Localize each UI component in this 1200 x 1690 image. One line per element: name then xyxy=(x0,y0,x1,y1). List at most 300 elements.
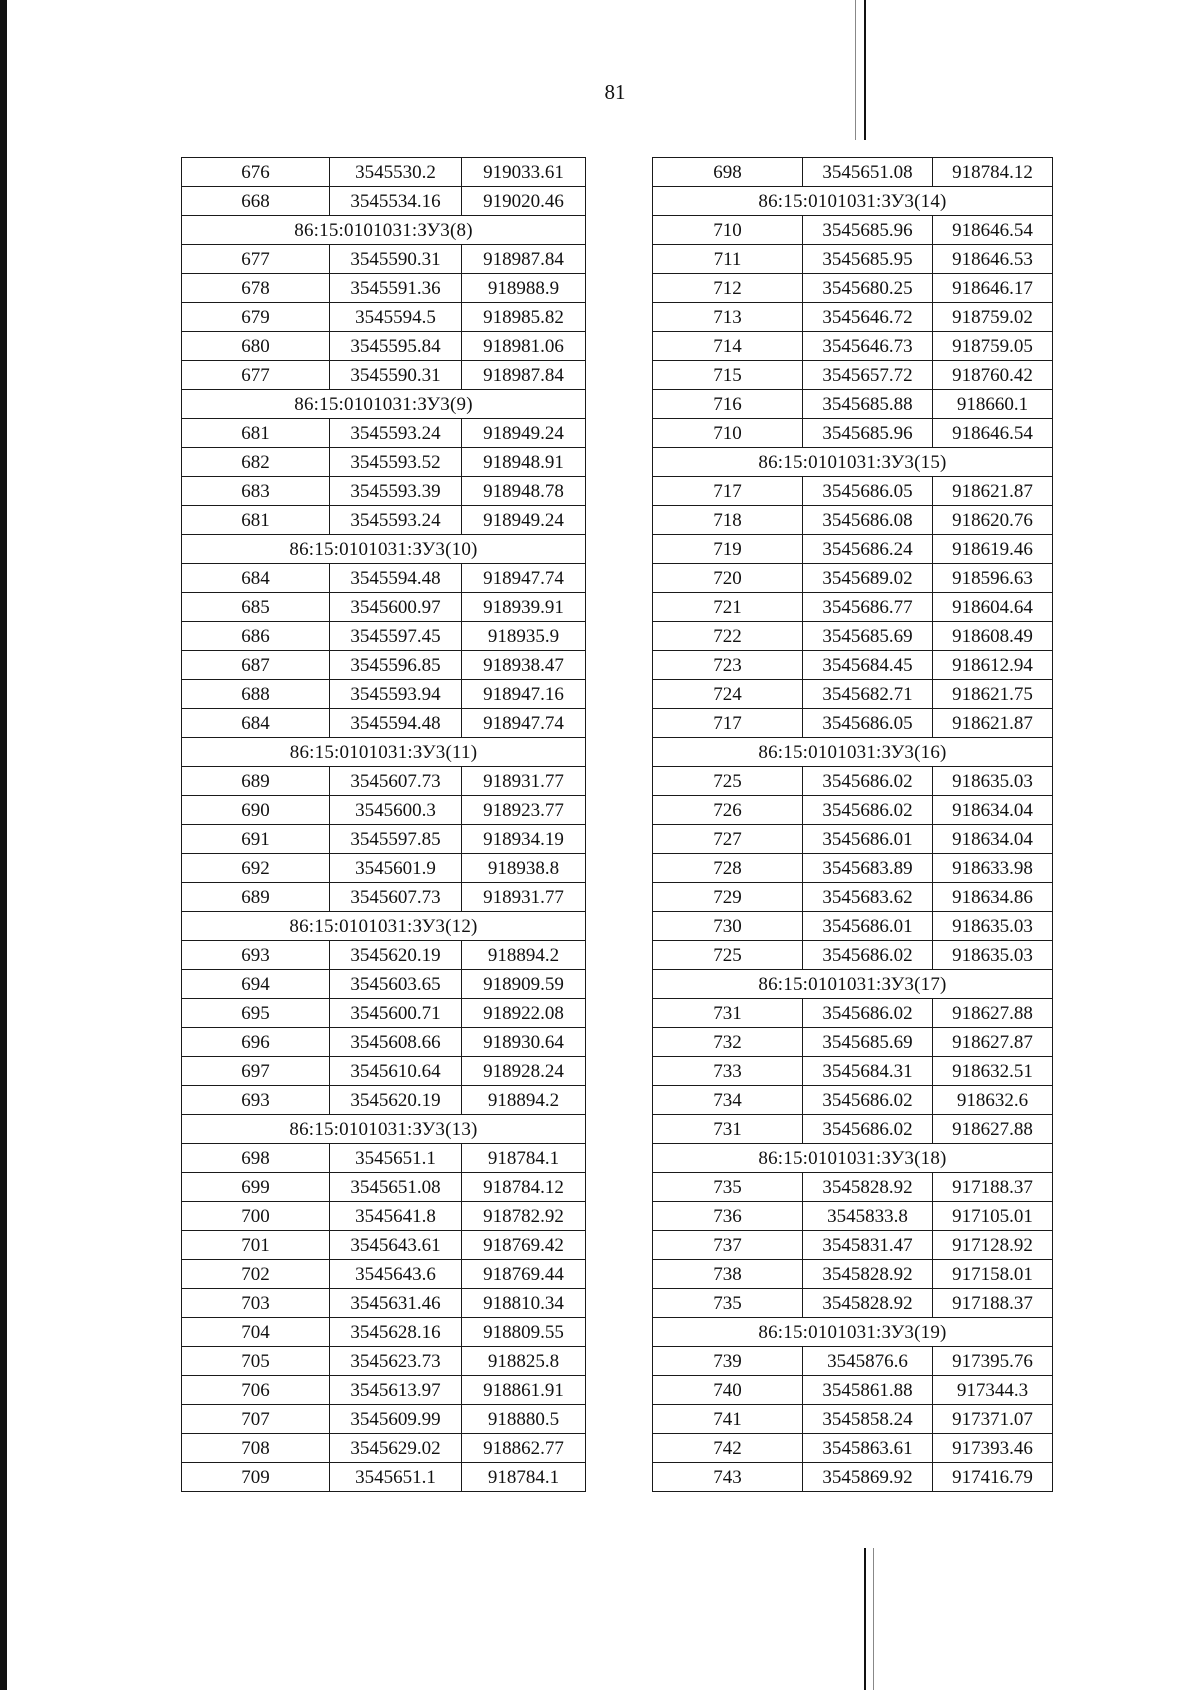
x-coordinate-cell: 3545593.94 xyxy=(330,680,462,709)
point-number-cell: 699 xyxy=(182,1173,330,1202)
table-row xyxy=(653,361,1053,390)
y-coordinate-cell: 918759.02 xyxy=(933,303,1053,332)
x-coordinate-cell: 3545684.45 xyxy=(803,651,933,680)
x-coordinate-cell: 3545686.24 xyxy=(803,535,933,564)
x-coordinate-cell: 3545685.95 xyxy=(803,245,933,274)
table-row xyxy=(182,1405,586,1434)
x-coordinate-cell: 3545609.99 xyxy=(330,1405,462,1434)
y-coordinate-cell: 918934.19 xyxy=(462,825,586,854)
point-number-cell: 737 xyxy=(653,1231,803,1260)
y-coordinate-cell: 918784.12 xyxy=(462,1173,586,1202)
point-number-cell: 702 xyxy=(182,1260,330,1289)
table-row xyxy=(182,1173,586,1202)
point-number-cell: 730 xyxy=(653,912,803,941)
y-coordinate-cell: 918930.64 xyxy=(462,1028,586,1057)
x-coordinate-cell: 3545686.02 xyxy=(803,796,933,825)
section-row xyxy=(653,1318,1053,1347)
x-coordinate-cell: 3545686.08 xyxy=(803,506,933,535)
y-coordinate-cell: 918923.77 xyxy=(462,796,586,825)
table-row xyxy=(653,1086,1053,1115)
y-coordinate-cell: 918985.82 xyxy=(462,303,586,332)
table-row xyxy=(182,274,586,303)
section-row xyxy=(182,738,586,767)
table-row xyxy=(182,564,586,593)
y-coordinate-cell: 918861.91 xyxy=(462,1376,586,1405)
x-coordinate-cell: 3545620.19 xyxy=(330,941,462,970)
y-coordinate-cell: 918810.34 xyxy=(462,1289,586,1318)
x-coordinate-cell: 3545686.05 xyxy=(803,709,933,738)
y-coordinate-cell: 918782.92 xyxy=(462,1202,586,1231)
y-coordinate-cell: 918784.12 xyxy=(933,158,1053,187)
x-coordinate-cell: 3545643.6 xyxy=(330,1260,462,1289)
y-coordinate-cell: 918619.46 xyxy=(933,535,1053,564)
point-number-cell: 677 xyxy=(182,245,330,274)
table-row xyxy=(653,506,1053,535)
y-coordinate-cell: 917188.37 xyxy=(933,1289,1053,1318)
x-coordinate-cell: 3545686.05 xyxy=(803,477,933,506)
table-row xyxy=(182,709,586,738)
y-coordinate-cell: 918987.84 xyxy=(462,361,586,390)
table-row xyxy=(653,854,1053,883)
table-row xyxy=(182,158,586,187)
x-coordinate-cell: 3545680.25 xyxy=(803,274,933,303)
scan-left-edge xyxy=(0,0,7,1690)
x-coordinate-cell: 3545534.16 xyxy=(330,187,462,216)
table-row xyxy=(653,419,1053,448)
y-coordinate-cell: 918935.9 xyxy=(462,622,586,651)
scan-fold-line-bottom xyxy=(864,1548,866,1690)
point-number-cell: 711 xyxy=(653,245,803,274)
point-number-cell: 676 xyxy=(182,158,330,187)
table-row xyxy=(653,332,1053,361)
point-number-cell: 698 xyxy=(182,1144,330,1173)
table-row xyxy=(182,1318,586,1347)
point-number-cell: 686 xyxy=(182,622,330,651)
x-coordinate-cell: 3545863.61 xyxy=(803,1434,933,1463)
table-row xyxy=(653,1028,1053,1057)
cadastral-number-label: 86:15:0101031:ЗУ3(9) xyxy=(182,390,586,419)
table-row xyxy=(182,419,586,448)
point-number-cell: 693 xyxy=(182,1086,330,1115)
y-coordinate-cell: 917344.3 xyxy=(933,1376,1053,1405)
x-coordinate-cell: 3545593.39 xyxy=(330,477,462,506)
y-coordinate-cell: 918621.87 xyxy=(933,709,1053,738)
x-coordinate-cell: 3545686.01 xyxy=(803,825,933,854)
y-coordinate-cell: 917128.92 xyxy=(933,1231,1053,1260)
point-number-cell: 689 xyxy=(182,767,330,796)
x-coordinate-cell: 3545593.24 xyxy=(330,419,462,448)
scan-fold-line-top-inner xyxy=(855,0,856,140)
x-coordinate-cell: 3545590.31 xyxy=(330,245,462,274)
table-row xyxy=(182,1086,586,1115)
x-coordinate-cell: 3545828.92 xyxy=(803,1173,933,1202)
x-coordinate-cell: 3545651.1 xyxy=(330,1463,462,1492)
point-number-cell: 694 xyxy=(182,970,330,999)
point-number-cell: 740 xyxy=(653,1376,803,1405)
y-coordinate-cell: 918809.55 xyxy=(462,1318,586,1347)
y-coordinate-cell: 918621.75 xyxy=(933,680,1053,709)
y-coordinate-cell: 918646.54 xyxy=(933,216,1053,245)
x-coordinate-cell: 3545876.6 xyxy=(803,1347,933,1376)
y-coordinate-cell: 918894.2 xyxy=(462,941,586,970)
x-coordinate-cell: 3545858.24 xyxy=(803,1405,933,1434)
x-coordinate-cell: 3545685.69 xyxy=(803,1028,933,1057)
x-coordinate-cell: 3545657.72 xyxy=(803,361,933,390)
y-coordinate-cell: 918988.9 xyxy=(462,274,586,303)
cadastral-number-label: 86:15:0101031:ЗУ3(16) xyxy=(653,738,1053,767)
x-coordinate-cell: 3545601.9 xyxy=(330,854,462,883)
point-number-cell: 729 xyxy=(653,883,803,912)
y-coordinate-cell: 918769.44 xyxy=(462,1260,586,1289)
point-number-cell: 682 xyxy=(182,448,330,477)
table-row xyxy=(182,245,586,274)
cadastral-number-label: 86:15:0101031:ЗУ3(10) xyxy=(182,535,586,564)
x-coordinate-cell: 3545686.02 xyxy=(803,999,933,1028)
y-coordinate-cell: 917393.46 xyxy=(933,1434,1053,1463)
table-row xyxy=(653,1434,1053,1463)
table-row xyxy=(653,622,1053,651)
table-row xyxy=(182,1231,586,1260)
table-row xyxy=(653,680,1053,709)
table-row xyxy=(653,216,1053,245)
table-row xyxy=(653,245,1053,274)
x-coordinate-cell: 3545651.08 xyxy=(803,158,933,187)
table-row xyxy=(182,1376,586,1405)
table-row xyxy=(182,1202,586,1231)
x-coordinate-cell: 3545686.02 xyxy=(803,1086,933,1115)
x-coordinate-cell: 3545686.77 xyxy=(803,593,933,622)
x-coordinate-cell: 3545631.46 xyxy=(330,1289,462,1318)
y-coordinate-cell: 918949.24 xyxy=(462,419,586,448)
table-row xyxy=(182,1463,586,1492)
x-coordinate-cell: 3545597.85 xyxy=(330,825,462,854)
x-coordinate-cell: 3545861.88 xyxy=(803,1376,933,1405)
x-coordinate-cell: 3545608.66 xyxy=(330,1028,462,1057)
x-coordinate-cell: 3545600.97 xyxy=(330,593,462,622)
table-row xyxy=(653,999,1053,1028)
y-coordinate-cell: 918909.59 xyxy=(462,970,586,999)
table-row xyxy=(182,477,586,506)
x-coordinate-cell: 3545646.73 xyxy=(803,332,933,361)
table-row xyxy=(653,1173,1053,1202)
table-row xyxy=(182,1028,586,1057)
y-coordinate-cell: 918987.84 xyxy=(462,245,586,274)
table-row xyxy=(653,651,1053,680)
point-number-cell: 714 xyxy=(653,332,803,361)
table-row xyxy=(182,448,586,477)
point-number-cell: 708 xyxy=(182,1434,330,1463)
y-coordinate-cell: 918620.76 xyxy=(933,506,1053,535)
table-row xyxy=(653,1376,1053,1405)
x-coordinate-cell: 3545651.08 xyxy=(330,1173,462,1202)
y-coordinate-cell: 917416.79 xyxy=(933,1463,1053,1492)
x-coordinate-cell: 3545623.73 xyxy=(330,1347,462,1376)
y-coordinate-cell: 918825.8 xyxy=(462,1347,586,1376)
x-coordinate-cell: 3545682.71 xyxy=(803,680,933,709)
table-row xyxy=(182,1260,586,1289)
scan-fold-line-bottom-inner xyxy=(873,1548,874,1690)
table-row xyxy=(182,651,586,680)
x-coordinate-cell: 3545613.97 xyxy=(330,1376,462,1405)
point-number-cell: 677 xyxy=(182,361,330,390)
x-coordinate-cell: 3545620.19 xyxy=(330,1086,462,1115)
cadastral-number-label: 86:15:0101031:ЗУ3(19) xyxy=(653,1318,1053,1347)
x-coordinate-cell: 3545629.02 xyxy=(330,1434,462,1463)
point-number-cell: 679 xyxy=(182,303,330,332)
table-row xyxy=(182,332,586,361)
x-coordinate-cell: 3545594.48 xyxy=(330,709,462,738)
point-number-cell: 705 xyxy=(182,1347,330,1376)
table-row xyxy=(653,767,1053,796)
section-row xyxy=(653,970,1053,999)
table-row xyxy=(653,941,1053,970)
section-row xyxy=(182,216,586,245)
table-row xyxy=(182,883,586,912)
y-coordinate-cell: 918634.86 xyxy=(933,883,1053,912)
table-row xyxy=(182,303,586,332)
point-number-cell: 707 xyxy=(182,1405,330,1434)
x-coordinate-cell: 3545869.92 xyxy=(803,1463,933,1492)
point-number-cell: 681 xyxy=(182,506,330,535)
point-number-cell: 688 xyxy=(182,680,330,709)
y-coordinate-cell: 919020.46 xyxy=(462,187,586,216)
y-coordinate-cell: 918784.1 xyxy=(462,1144,586,1173)
x-coordinate-cell: 3545607.73 xyxy=(330,767,462,796)
table-row xyxy=(182,593,586,622)
point-number-cell: 728 xyxy=(653,854,803,883)
table-row xyxy=(653,303,1053,332)
x-coordinate-cell: 3545603.65 xyxy=(330,970,462,999)
y-coordinate-cell: 918947.16 xyxy=(462,680,586,709)
point-number-cell: 683 xyxy=(182,477,330,506)
cadastral-number-label: 86:15:0101031:ЗУ3(12) xyxy=(182,912,586,941)
point-number-cell: 731 xyxy=(653,1115,803,1144)
point-number-cell: 697 xyxy=(182,1057,330,1086)
coordinates-table-right xyxy=(652,157,1053,1492)
y-coordinate-cell: 918931.77 xyxy=(462,883,586,912)
x-coordinate-cell: 3545594.48 xyxy=(330,564,462,593)
point-number-cell: 710 xyxy=(653,216,803,245)
x-coordinate-cell: 3545646.72 xyxy=(803,303,933,332)
x-coordinate-cell: 3545684.31 xyxy=(803,1057,933,1086)
point-number-cell: 703 xyxy=(182,1289,330,1318)
y-coordinate-cell: 918928.24 xyxy=(462,1057,586,1086)
point-number-cell: 724 xyxy=(653,680,803,709)
point-number-cell: 706 xyxy=(182,1376,330,1405)
x-coordinate-cell: 3545530.2 xyxy=(330,158,462,187)
y-coordinate-cell: 918948.91 xyxy=(462,448,586,477)
y-coordinate-cell: 918880.5 xyxy=(462,1405,586,1434)
point-number-cell: 726 xyxy=(653,796,803,825)
cadastral-number-label: 86:15:0101031:ЗУ3(13) xyxy=(182,1115,586,1144)
x-coordinate-cell: 3545607.73 xyxy=(330,883,462,912)
cadastral-number-label: 86:15:0101031:ЗУ3(14) xyxy=(653,187,1053,216)
point-number-cell: 693 xyxy=(182,941,330,970)
section-row xyxy=(653,1144,1053,1173)
table-row xyxy=(182,796,586,825)
x-coordinate-cell: 3545597.45 xyxy=(330,622,462,651)
x-coordinate-cell: 3545595.84 xyxy=(330,332,462,361)
table-row xyxy=(182,1289,586,1318)
y-coordinate-cell: 918633.98 xyxy=(933,854,1053,883)
cadastral-number-label: 86:15:0101031:ЗУ3(17) xyxy=(653,970,1053,999)
y-coordinate-cell: 918634.04 xyxy=(933,825,1053,854)
x-coordinate-cell: 3545828.92 xyxy=(803,1289,933,1318)
y-coordinate-cell: 918948.78 xyxy=(462,477,586,506)
point-number-cell: 704 xyxy=(182,1318,330,1347)
table-row xyxy=(653,883,1053,912)
cadastral-number-label: 86:15:0101031:ЗУ3(8) xyxy=(182,216,586,245)
table-row xyxy=(653,535,1053,564)
y-coordinate-cell: 918938.8 xyxy=(462,854,586,883)
y-coordinate-cell: 917395.76 xyxy=(933,1347,1053,1376)
point-number-cell: 713 xyxy=(653,303,803,332)
table-row xyxy=(182,854,586,883)
table-row xyxy=(653,1057,1053,1086)
point-number-cell: 733 xyxy=(653,1057,803,1086)
table-row xyxy=(653,796,1053,825)
point-number-cell: 680 xyxy=(182,332,330,361)
y-coordinate-cell: 918621.87 xyxy=(933,477,1053,506)
x-coordinate-cell: 3545610.64 xyxy=(330,1057,462,1086)
table-row xyxy=(182,767,586,796)
table-row xyxy=(182,999,586,1028)
y-coordinate-cell: 918632.51 xyxy=(933,1057,1053,1086)
table-row xyxy=(653,1115,1053,1144)
point-number-cell: 738 xyxy=(653,1260,803,1289)
section-row xyxy=(182,390,586,419)
x-coordinate-cell: 3545590.31 xyxy=(330,361,462,390)
x-coordinate-cell: 3545683.62 xyxy=(803,883,933,912)
point-number-cell: 725 xyxy=(653,767,803,796)
x-coordinate-cell: 3545600.71 xyxy=(330,999,462,1028)
table-row xyxy=(182,1057,586,1086)
table-row xyxy=(182,1144,586,1173)
y-coordinate-cell: 918627.88 xyxy=(933,1115,1053,1144)
point-number-cell: 718 xyxy=(653,506,803,535)
point-number-cell: 692 xyxy=(182,854,330,883)
section-row xyxy=(182,912,586,941)
point-number-cell: 685 xyxy=(182,593,330,622)
y-coordinate-cell: 918612.94 xyxy=(933,651,1053,680)
point-number-cell: 684 xyxy=(182,709,330,738)
table-row xyxy=(182,680,586,709)
table-row xyxy=(182,941,586,970)
point-number-cell: 695 xyxy=(182,999,330,1028)
point-number-cell: 736 xyxy=(653,1202,803,1231)
table-row xyxy=(653,1289,1053,1318)
table-row xyxy=(653,1405,1053,1434)
y-coordinate-cell: 918627.87 xyxy=(933,1028,1053,1057)
y-coordinate-cell: 917188.37 xyxy=(933,1173,1053,1202)
table-row xyxy=(653,564,1053,593)
y-coordinate-cell: 918862.77 xyxy=(462,1434,586,1463)
x-coordinate-cell: 3545628.16 xyxy=(330,1318,462,1347)
table-row xyxy=(653,912,1053,941)
x-coordinate-cell: 3545686.01 xyxy=(803,912,933,941)
cadastral-number-label: 86:15:0101031:ЗУ3(18) xyxy=(653,1144,1053,1173)
point-number-cell: 731 xyxy=(653,999,803,1028)
point-number-cell: 723 xyxy=(653,651,803,680)
point-number-cell: 700 xyxy=(182,1202,330,1231)
y-coordinate-cell: 917158.01 xyxy=(933,1260,1053,1289)
point-number-cell: 725 xyxy=(653,941,803,970)
point-number-cell: 719 xyxy=(653,535,803,564)
y-coordinate-cell: 918660.1 xyxy=(933,390,1053,419)
y-coordinate-cell: 918784.1 xyxy=(462,1463,586,1492)
point-number-cell: 698 xyxy=(653,158,803,187)
table-row xyxy=(653,1260,1053,1289)
x-coordinate-cell: 3545833.8 xyxy=(803,1202,933,1231)
x-coordinate-cell: 3545686.02 xyxy=(803,767,933,796)
point-number-cell: 715 xyxy=(653,361,803,390)
table-row xyxy=(653,1202,1053,1231)
y-coordinate-cell: 918635.03 xyxy=(933,912,1053,941)
point-number-cell: 732 xyxy=(653,1028,803,1057)
y-coordinate-cell: 918596.63 xyxy=(933,564,1053,593)
table-row xyxy=(653,158,1053,187)
table-row xyxy=(182,506,586,535)
point-number-cell: 696 xyxy=(182,1028,330,1057)
table-row xyxy=(653,1347,1053,1376)
table-row xyxy=(182,1347,586,1376)
point-number-cell: 722 xyxy=(653,622,803,651)
x-coordinate-cell: 3545641.8 xyxy=(330,1202,462,1231)
section-row xyxy=(653,738,1053,767)
y-coordinate-cell: 918947.74 xyxy=(462,709,586,738)
section-row xyxy=(653,448,1053,477)
y-coordinate-cell: 918947.74 xyxy=(462,564,586,593)
point-number-cell: 701 xyxy=(182,1231,330,1260)
y-coordinate-cell: 918938.47 xyxy=(462,651,586,680)
y-coordinate-cell: 918922.08 xyxy=(462,999,586,1028)
y-coordinate-cell: 918646.53 xyxy=(933,245,1053,274)
page-number: 81 xyxy=(604,80,626,104)
point-number-cell: 717 xyxy=(653,709,803,738)
point-number-cell: 689 xyxy=(182,883,330,912)
table-row xyxy=(653,274,1053,303)
section-row xyxy=(182,1115,586,1144)
cadastral-number-label: 86:15:0101031:ЗУ3(11) xyxy=(182,738,586,767)
point-number-cell: 727 xyxy=(653,825,803,854)
point-number-cell: 716 xyxy=(653,390,803,419)
table-row xyxy=(182,1434,586,1463)
x-coordinate-cell: 3545683.89 xyxy=(803,854,933,883)
table-row xyxy=(182,361,586,390)
x-coordinate-cell: 3545596.85 xyxy=(330,651,462,680)
point-number-cell: 668 xyxy=(182,187,330,216)
table-row xyxy=(653,477,1053,506)
point-number-cell: 743 xyxy=(653,1463,803,1492)
point-number-cell: 712 xyxy=(653,274,803,303)
coordinates-table-left xyxy=(181,157,586,1492)
scan-fold-line-top xyxy=(864,0,866,140)
y-coordinate-cell: 918646.54 xyxy=(933,419,1053,448)
section-row xyxy=(653,187,1053,216)
point-number-cell: 690 xyxy=(182,796,330,825)
point-number-cell: 721 xyxy=(653,593,803,622)
y-coordinate-cell: 918894.2 xyxy=(462,1086,586,1115)
point-number-cell: 684 xyxy=(182,564,330,593)
y-coordinate-cell: 918981.06 xyxy=(462,332,586,361)
x-coordinate-cell: 3545831.47 xyxy=(803,1231,933,1260)
table-row xyxy=(653,390,1053,419)
point-number-cell: 710 xyxy=(653,419,803,448)
x-coordinate-cell: 3545593.52 xyxy=(330,448,462,477)
y-coordinate-cell: 918635.03 xyxy=(933,767,1053,796)
y-coordinate-cell: 918635.03 xyxy=(933,941,1053,970)
point-number-cell: 739 xyxy=(653,1347,803,1376)
